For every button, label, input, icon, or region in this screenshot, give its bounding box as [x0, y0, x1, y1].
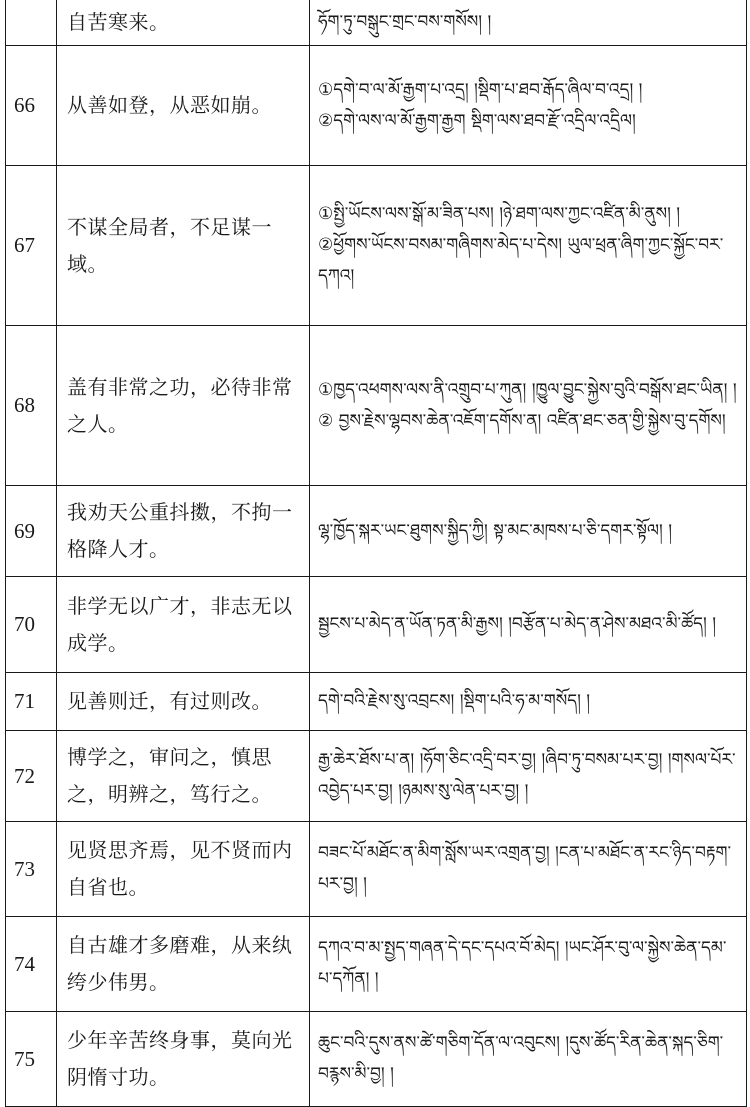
chinese-proverb: 我劝天公重抖擞，不拘一格降人才。	[57, 486, 310, 577]
chinese-proverb: 博学之，审问之，慎思之，明辨之，笃行之。	[57, 731, 310, 822]
chinese-proverb: 见贤思齐焉，见不贤而内自省也。	[57, 822, 310, 917]
row-number: 72	[6, 731, 57, 822]
tibetan-translation	[310, 486, 747, 577]
row-number: 74	[6, 917, 57, 1012]
chinese-proverb: 非学无以广才，非志无以成学。	[57, 577, 310, 673]
chinese-proverb: 自古雄才多磨难，从来纨绔少伟男。	[57, 917, 310, 1012]
table-row	[6, 1012, 747, 1107]
tibetan-translation	[310, 1012, 747, 1107]
table-row	[6, 46, 747, 166]
proverb-table	[5, 0, 747, 1107]
row-number: 68	[6, 326, 57, 486]
table-row	[6, 731, 747, 822]
tibetan-translation	[310, 577, 747, 673]
row-number	[6, 0, 57, 46]
tibetan-translation	[310, 46, 747, 166]
table-row	[6, 577, 747, 673]
tibetan-line: རྒྱ་ཆེར་ཐོས་པ་ན། །ཧོག་ཅིང་འདྲི་བར་བྱ། །ཞིབ་ཏུ་བསམ་པར་བྱ། །གསལ་པོར་འབྱེད་པར་བྱ། །ཉམས་སུ་ལེན་པར་བྱ། །	[318, 750, 736, 801]
table-row	[6, 166, 747, 326]
tibetan-translation	[310, 326, 747, 486]
table-row	[6, 822, 747, 917]
tibetan-line: ①སྤྱི་ཡོངས་ལས་སྒོ་མ་ཟིན་པས། །ཉེ་ཐག་ལས་ཀྱང་འཛིན་མི་ནུས། །	[318, 204, 681, 224]
row-number: 70	[6, 577, 57, 673]
chinese-proverb: 少年辛苦终身事，莫向光阴惰寸功。	[57, 1012, 310, 1107]
tibetan-line: ①དགེ་བ་ལ་མོ་རྒྱག་པ་འདྲ། །སྡིག་པ་ཐབ་རྒོད་ཞིལ་བ་འདྲ། །	[318, 79, 643, 100]
tibetan-translation	[310, 917, 747, 1012]
tibetan-line: ཆུང་བའི་དུས་ནས་ཚེ་གཅིག་དོན་ལ་འབུངས། །དུས་ཚོད་རིན་ཆེན་སྐད་ཅིག་བརྙས་མི་བྱ། །	[318, 1033, 724, 1084]
tibetan-translation	[310, 822, 747, 917]
row-number: 66	[6, 46, 57, 166]
tibetan-line: ཧོག་ཏུ་བསྒུང་གྲང་བས་གསོས། །	[318, 11, 492, 32]
chinese-proverb: 不谋全局者，不足谋一域。	[57, 166, 310, 326]
table-row	[6, 326, 747, 486]
row-number: 73	[6, 822, 57, 917]
tibetan-line: དཀའ་བ་མ་སྤྱད་གཞན་དེ་དང་དཔའ་བོ་མེད། །ཡང་ཤོར་བུ་ལ་སྐྱེས་ཆེན་དམ་པ་དཀོན། །	[318, 938, 727, 989]
row-number: 71	[6, 673, 57, 731]
tibetan-line: ②ཕྱོགས་ཡོངས་བསམ་གཞིགས་མེད་པ་དེས། ཡུལ་ཕྲན་ཞིག་ཀྱང་སྐྱོང་བར་དཀའ།	[318, 235, 724, 286]
row-number: 69	[6, 486, 57, 577]
row-number: 67	[6, 166, 57, 326]
tibetan-line: སྦྱངས་པ་མེད་ན་ཡོན་ཏན་མི་རྒྱས། །བརྩོན་པ་མེད་ན་ཤེས་མཐའ་མི་ཚོད། །	[318, 614, 716, 634]
table-row	[6, 486, 747, 577]
tibetan-line: ② བྱས་རྗེས་ལྷབས་ཆེན་འཇོག་དགོས་ན། འཛིན་ཐང་ཅན་གྱི་སྐྱེས་བུ་དགོས།	[318, 410, 726, 431]
chinese-proverb: 从善如登，从恶如崩。	[57, 46, 310, 166]
chinese-proverb: 盖有非常之功，必待非常之人。	[57, 326, 310, 486]
row-number: 75	[6, 1012, 57, 1107]
table-row	[6, 673, 747, 731]
tibetan-translation	[310, 0, 747, 46]
tibetan-line: དགེ་བའི་རྗེས་སུ་འབྲངས། །སྡིག་པའི་ཧ་མ་གསོད། །	[318, 691, 591, 711]
tibetan-line: བཟང་པོ་མཐོང་ན་མིག་སློས་ཡར་འགྲན་བྱ། །ངན་པ་མཐོང་ན་རང་ཉིད་བརྟག་པར་བྱ། །	[318, 843, 732, 894]
table-row	[6, 917, 747, 1012]
chinese-proverb: 见善则迁，有过则改。	[57, 673, 310, 731]
tibetan-translation	[310, 166, 747, 326]
chinese-proverb: 自苦寒来。	[57, 0, 310, 46]
tibetan-line: ལྷ་ཁྱོད་སྐར་ཡང་ཐུགས་སྐྱིད་ཀྱི། སྟ་མང་མཁས་པ་ཅི་དགར་སྟོལ། །	[318, 520, 672, 541]
tibetan-line: ①ཁྱད་འཕགས་ལས་ནི་འགྲུབ་པ་ཀུན། །ཁྱུལ་བྱུང་སྐྱེས་བུའི་བསྒོས་ཐང་ཡིན། །	[318, 379, 737, 400]
tibetan-line: ②དགེ་ལས་ལ་མོ་རྒྱག་རྒྱག སྡིག་ལས་ཐབ་རྫོ་འདྲིལ་འདྲིལ།	[318, 110, 636, 131]
table-row	[6, 0, 747, 46]
tibetan-translation	[310, 673, 747, 731]
tibetan-translation	[310, 731, 747, 822]
